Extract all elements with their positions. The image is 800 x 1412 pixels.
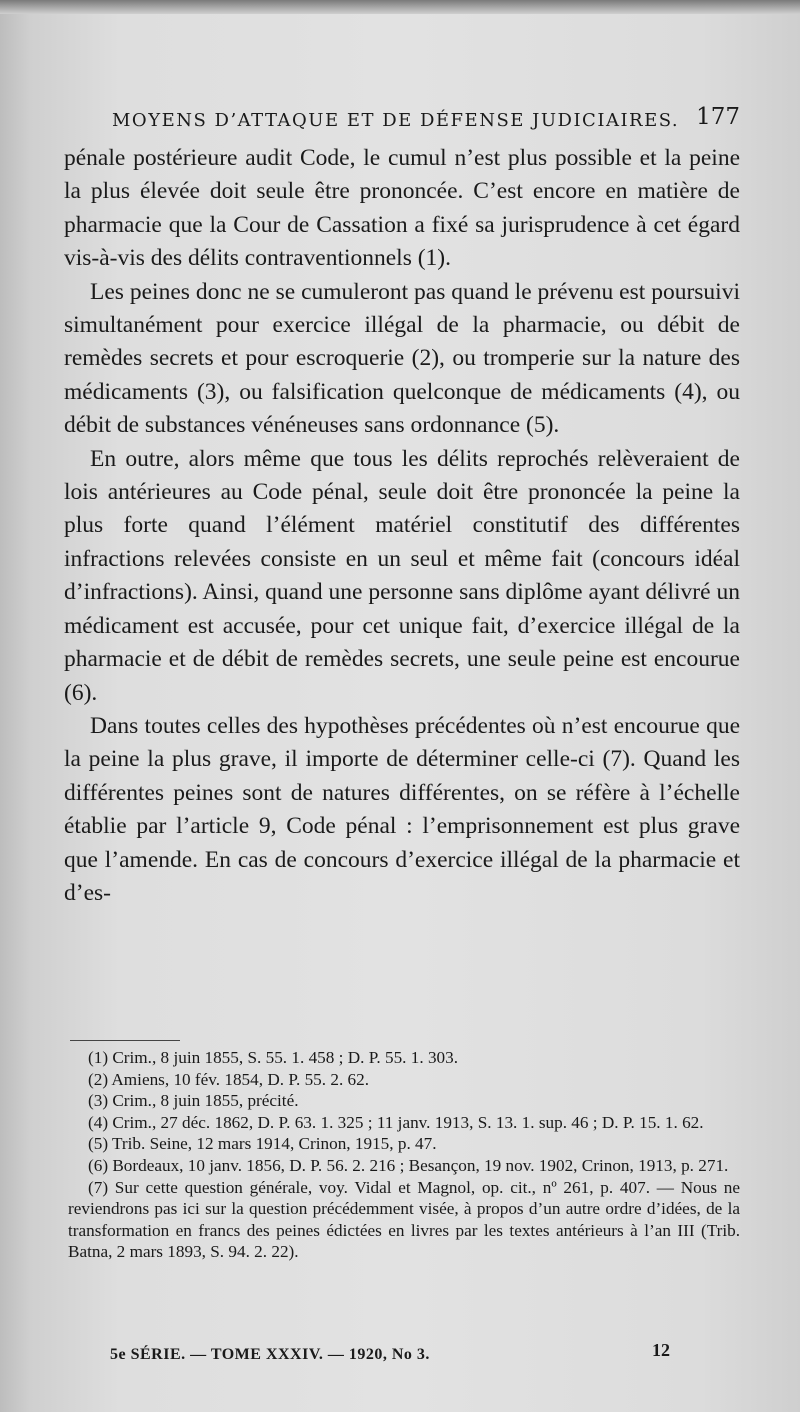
- footnote: (5) Trib. Seine, 12 mars 1914, Crinon, 1915, p. 47.: [88, 1134, 437, 1154]
- paragraph: Dans toutes celles des hypothèses précédentes où n’est encourue que la peine la plus grave, il importe de déterminer celle-ci (7). Quand les différentes peines sont de natures différentes, on se réfère à l’échelle établie par l’article 9, Code pénal : l’emprisonnement est plus grave que l’amende. En cas de concours d’exercice illégal de la pharmacie et d’es-: [64, 712, 740, 906]
- running-title: MOYENS D’ATTAQUE ET DE DÉFENSE JUDICIAIRES.: [112, 110, 680, 131]
- main-text: [64, 142, 740, 910]
- signature-mark: 12: [652, 1340, 670, 1360]
- page-number: 177: [696, 104, 740, 130]
- footnote: (2) Amiens, 10 fév. 1854, D. P. 55. 2. 62.: [88, 1069, 370, 1089]
- footnote: (3) Crim., 8 juin 1855, précité.: [88, 1091, 299, 1111]
- page-footer: [110, 1340, 670, 1370]
- page-top-edge: [0, 0, 800, 14]
- running-header: [112, 104, 740, 134]
- series-line: 5e SÉRIE. — TOME XXXIV. — 1920, No 3.: [110, 1346, 430, 1363]
- footnote: (7) Sur cette question générale, voy. Vidal et Magnol, op. cit., nº 261, p. 407. — Nous ne reviendrons pas ici sur la question précédemment visée, à propos d’un autre ordre d’idées, de la transformation en francs des peines édictées en livres par les textes antérieurs à l’an III (Trib. Batna, 2 mars 1893, S. 94. 2. 22).: [68, 1177, 740, 1262]
- footnotes: [68, 1047, 740, 1263]
- paragraph: En outre, alors même que tous les délits reprochés relèveraient de lois antérieures au Code pénal, seule doit être prononcée la peine la plus forte quand l’élément matériel constitutif des différentes infractions relevées consiste en un seul et même fait (concours idéal d’infractions). Ainsi, quand une personne sans diplôme ayant délivré un médicament est accusée, pour cet unique fait, d’exercice illégal de la pharmacie et de débit de remèdes secrets, une seule peine est encourue (6).: [64, 445, 740, 706]
- footnote: (4) Crim., 27 déc. 1862, D. P. 63. 1. 325 ; 11 janv. 1913, S. 13. 1. sup. 46 ; D. P. 15. 1. 62.: [88, 1112, 704, 1132]
- footnote: (1) Crim., 8 juin 1855, S. 55. 1. 458 ; D. P. 55. 1. 303.: [88, 1048, 459, 1067]
- footnote: (6) Bordeaux, 10 janv. 1856, D. P. 56. 2. 216 ; Besançon, 19 nov. 1902, Crinon, 1913, p. 271.: [88, 1155, 729, 1175]
- paragraph: pénale postérieure audit Code, le cumul n’est plus possible et la peine la plus élevée doit seule être prononcée. C’est encore en matière de pharmacie que la Cour de Cassation a fixé sa jurisprudence à cet égard vis-à-vis des délits contraventionnels (1).: [64, 145, 740, 272]
- footnote-separator: [70, 1040, 180, 1041]
- paragraph: Les peines donc ne se cumuleront pas quand le prévenu est poursuivi simultanément pour exercice illégal de la pharmacie, ou débit de remèdes secrets et pour escroquerie (2), ou tromperie sur la nature des médicaments (3), ou falsification quelconque de médicaments (4), ou débit de substances vénéneuses sans ordonnance (5).: [64, 278, 740, 439]
